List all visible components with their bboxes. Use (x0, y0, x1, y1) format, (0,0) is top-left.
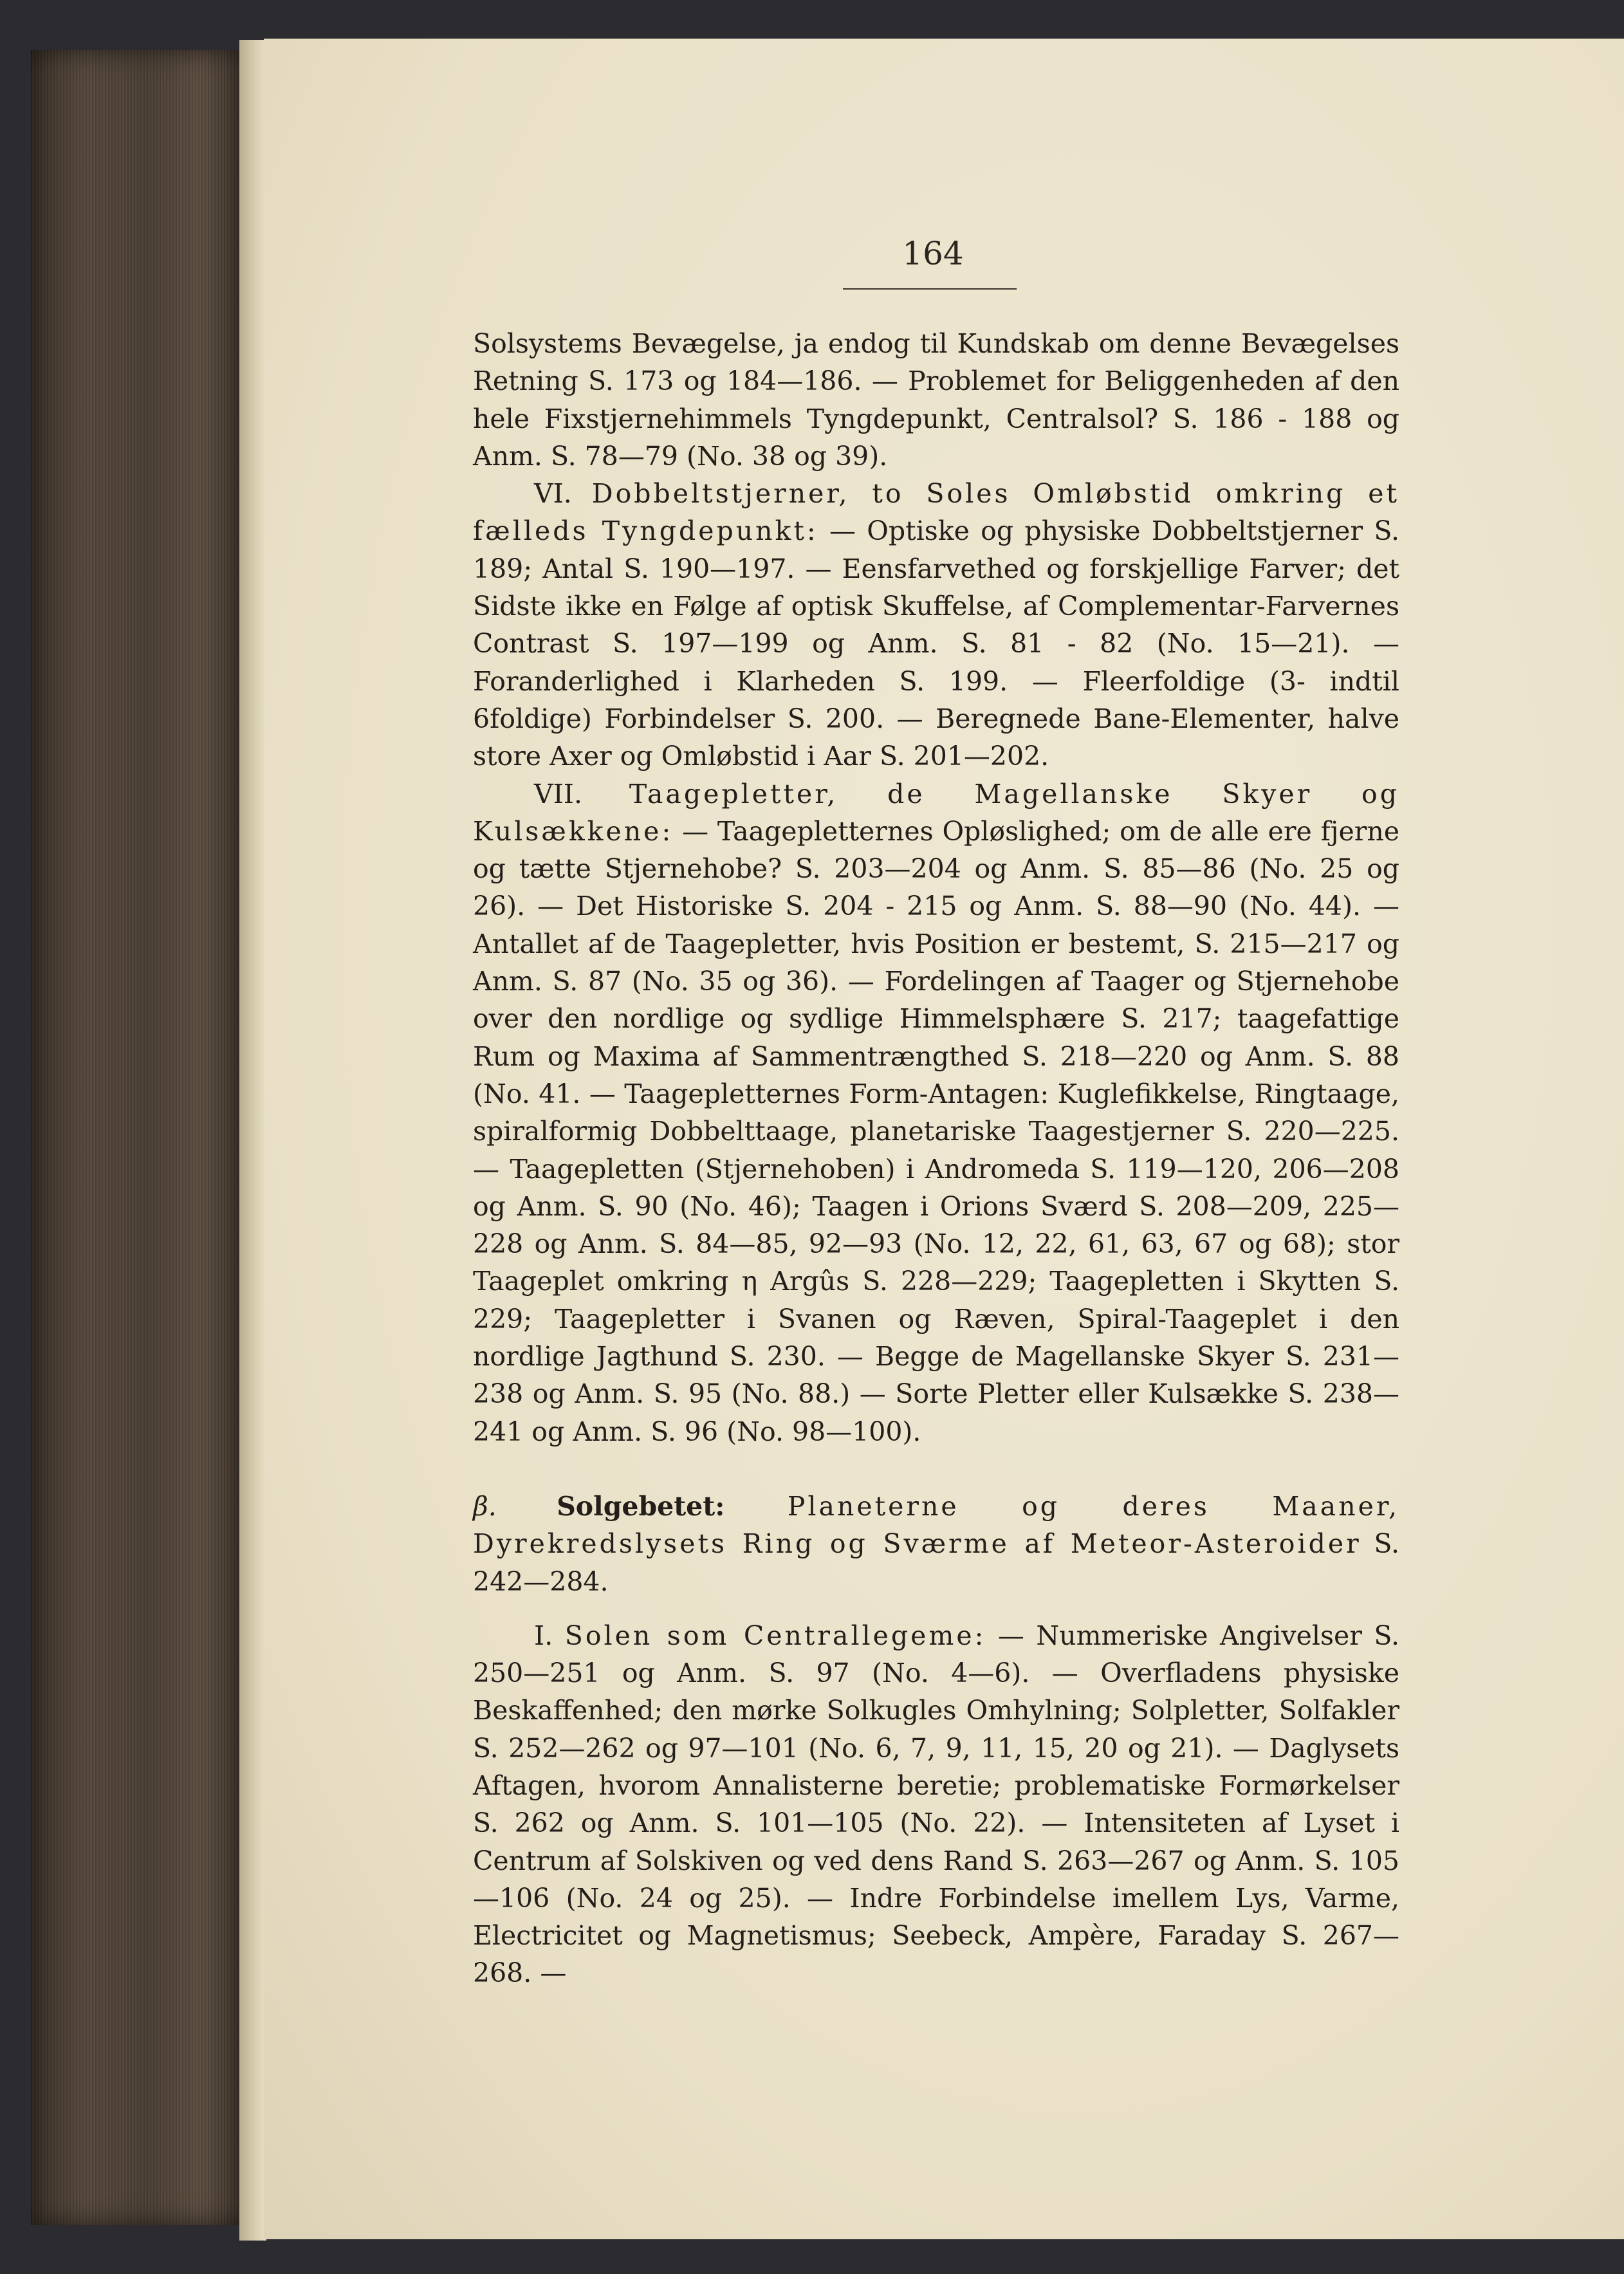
paragraph-continuation (473, 325, 1399, 475)
section-numeral: I. (534, 1620, 565, 1651)
section-heading: Taagepletter, de Magellanske Skyer og Kulsækkene: (473, 778, 1399, 847)
section-heading: Solen som Centrallegeme: (564, 1620, 986, 1651)
section-numeral: VI. (534, 478, 592, 510)
page-gutter (239, 40, 266, 2241)
paragraph-text: — Taagepletternes Opløslighed; om de alle ere fjerne og tætte Stjernehobe? S. 203—204 og Anm. S. 85—86 (No. 25 og 26). — Det Historiske S. 204 - 215 og Anm. S. 88—90 (No. 44). — Antallet af de Taagepletter, hvis Position er bestemt, S. 215—217 og Anm. S. 87 (No. 35 og 36). — Fordelingen af Taager og Stjernehobe over den nordlige og sydlige Himmelsphære S. 217; taagefattige Rum og Maxima af Sammentrængthed S. 218—220 og Anm. S. 88 (No. 41. — Taagepletternes Form-Antagen: Kuglefikkelse, Ringtaage, spiralformig Dobbelttaage, planetariske Taagestjerner S. 220—225. — Taagepletten (Stjernehoben) i Andromeda S. 119—120, 206—208 og Anm. S. 90 (No. 46); Taagen i Orions Sværd S. 208—209, 225—228 og Anm. S. 84—85, 92—93 (No. 12, 22, 61, 63, 67 og 68); stor Taageplet omkring η Argûs S. 228—229; Taagepletten i Skytten S. 229; Taagepletter i Svanen og Ræven, Spiral-Taageplet i den nordlige Jagthund S. 230. — Begge de Magellanske Skyer S. 231—238 og Anm. S. 95 (No. 88.) — Sorte Pletter eller Kulsække S. 238—241 og Anm. S. 96 (No. 98—100). (473, 815, 1399, 1447)
book-page-edges (31, 50, 243, 2225)
paragraph-section-vii (473, 775, 1399, 1450)
page-number-rule (843, 288, 1017, 290)
page-edge-texture (31, 50, 243, 2225)
page-body (473, 325, 1399, 1992)
subsection-letter: β. (473, 1490, 557, 1522)
section-numeral: VII. (534, 778, 629, 809)
subsection-pages: S. 242—284. (473, 1528, 1399, 1597)
paragraph-text: — Optiske og physiske Dobbeltstjerner S. 189; Antal S. 190—197. — Eensfarvethed og forskjellige Farver; det Sidste ikke en Følge af optisk Skuffelse, af Complementar-Farvernes Contrast S. 197—199 og Anm. S. 81 - 82 (No. 15—21). — Foranderlighed i Klarheden S. 199. — Fleerfoldige (3- indtil 6foldige) Forbindelser S. 200. — Beregnede Bane-Elementer, halve store Axer og Omløbstid i Aar S. 201—202. (473, 515, 1399, 772)
section-heading: Dobbeltstjerner, to Soles Omløbstid omkring et fælleds Tyngdepunkt: (473, 478, 1400, 547)
paragraph-section-i (473, 1617, 1399, 1992)
subsection-subtitle: Planeterne og deres Maaner, Dyrekredslysets Ring og Sværme af Meteor-Asteroider (473, 1490, 1399, 1560)
subsection-title: Solgebetet: (557, 1490, 725, 1522)
paragraph-text: — Nummeriske Angivelser S. 250—251 og Anm. S. 97 (No. 4—6). — Overfladens physiske Beskaffenhed; den mørke Solkugles Omhylning; Solpletter, Solfakler S. 252—262 og 97—101 (No. 6, 7, 9, 11, 15, 20 og 21). — Daglysets Aftagen, hvorom Annalisterne beretie; problematiske Formørkelser S. 262 og Anm. S. 101—105 (No. 22). — Intensiteten af Lyset i Centrum af Solskiven og ved dens Rand S. 263—267 og Anm. S. 105—106 (No. 24 og 25). — Indre Forbindelse imellem Lys, Varme, Electricitet og Magnetismus; Seebeck, Ampère, Faraday S. 267—268. — (473, 1620, 1400, 1989)
page-number: 164 (902, 235, 964, 272)
subsection-heading-beta (473, 1488, 1399, 1600)
paragraph-section-vi (473, 475, 1399, 775)
paragraph-text: Solsystems Bevægelse, ja endog til Kundskab om denne Bevægelses Retning S. 173 og 184—186. — Problemet for Beliggenheden af den hele Fixstjernehimmels Tyngdepunkt, Centralsol? S. 186 - 188 og Anm. S. 78—79 (No. 38 og 39). (473, 328, 1399, 472)
spacer (473, 1600, 1399, 1617)
